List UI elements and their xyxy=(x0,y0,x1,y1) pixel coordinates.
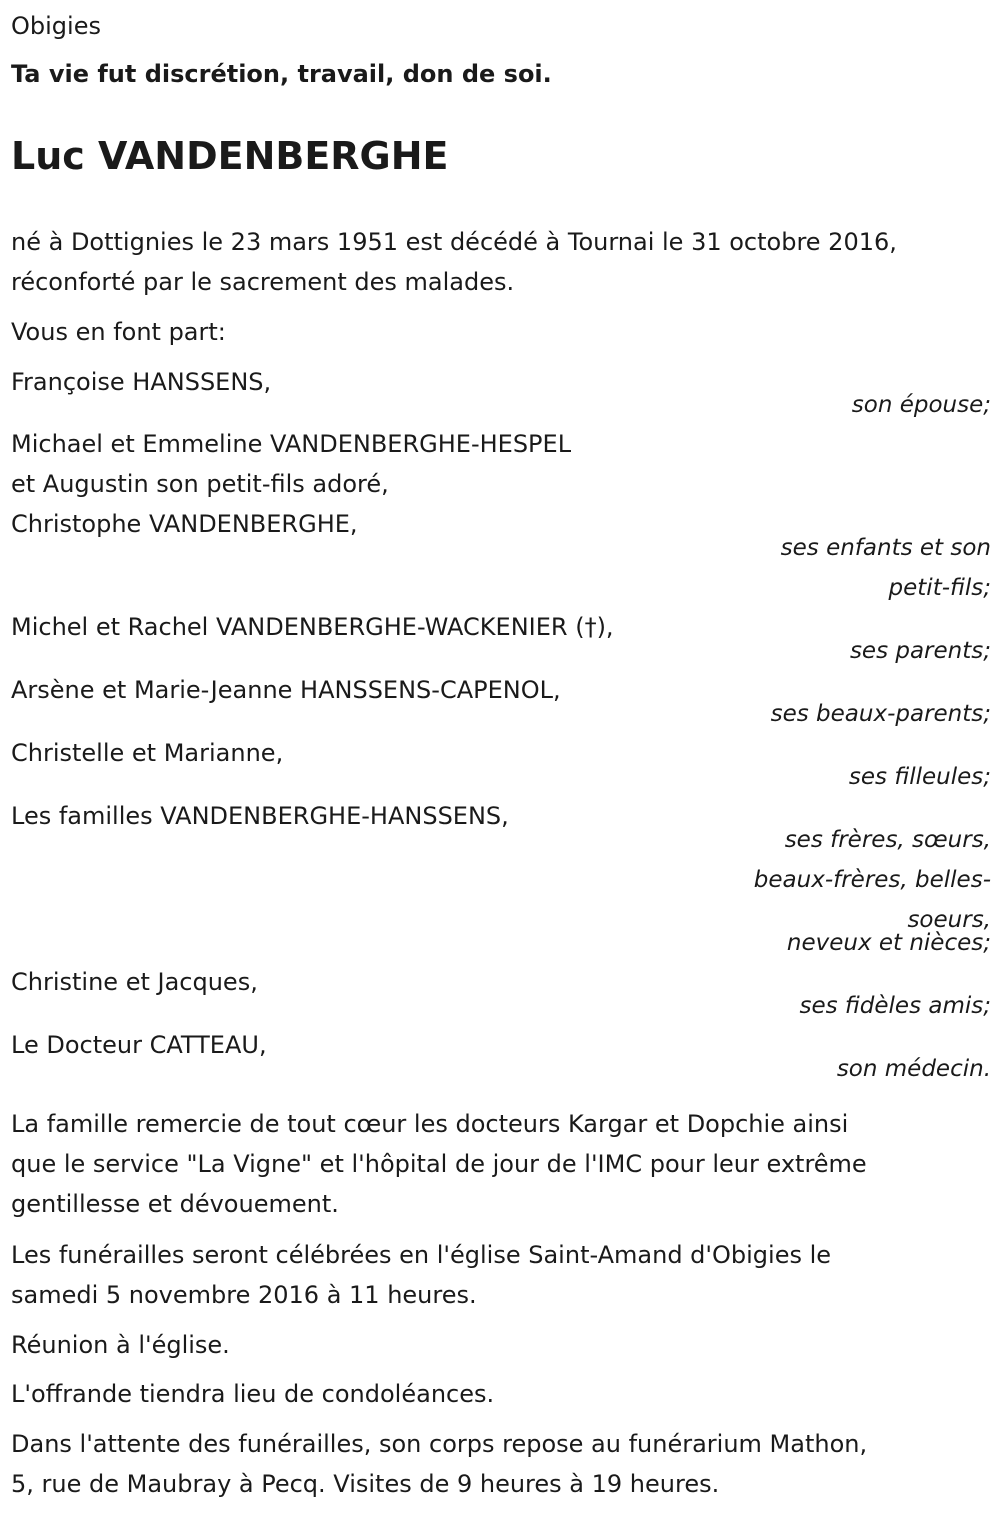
mourner-names: Christelle et Marianne, xyxy=(11,739,284,767)
mourner-entry xyxy=(11,424,991,544)
funeral-paragraph: Les funérailles seront célébrées en l'église Saint-Amand d'Obigies le samedi 5 novembre 2016 à 11 heures. xyxy=(11,1241,832,1309)
mourner-role: son épouse; xyxy=(851,392,991,418)
mourner-role: ses parents; xyxy=(849,638,991,664)
mourner-role: ses fidèles amis; xyxy=(799,993,991,1019)
intro-paragraph xyxy=(11,222,991,302)
mourner-role: ses enfants et son petit-fils; xyxy=(780,535,991,601)
mourner-names: Christophe VANDENBERGHE, xyxy=(11,510,358,538)
mourner-names: Michael et Emmeline VANDENBERGHE-HESPEL xyxy=(11,430,572,458)
mourner-names: Les familles VANDENBERGHE-HANSSENS, xyxy=(11,802,509,830)
mourner-names: Arsène et Marie-Jeanne HANSSENS-CAPENOL, xyxy=(11,676,561,704)
thanks-paragraph: La famille remercie de tout cœur les docteurs Kargar et Dopchie ainsi que le service "La Vigne" et l'hôpital de jour de l'IMC pour leur extrême gentillesse et dévouement. xyxy=(11,1110,867,1218)
meeting-text: Réunion à l'église. xyxy=(11,1331,230,1359)
mourner-names: et Augustin son petit-fils adoré, xyxy=(11,470,389,498)
intro-line: né à Dottignies le 23 mars 1951 est décédé à Tournai le 31 octobre 2016, xyxy=(11,228,897,256)
viewing-paragraph: Dans l'attente des funérailles, son corps repose au funérarium Mathon, 5, rue de Maubray à Pecq. Visites de 9 heures à 19 heures. xyxy=(11,1430,868,1498)
mourner-role: ses filleules; xyxy=(848,764,991,790)
mourner-names: Françoise HANSSENS, xyxy=(11,368,272,396)
mourner-role: ses frères, sœurs, beaux-frères, belles- soeurs, xyxy=(753,827,991,933)
mourner-names: Michel et Rachel VANDENBERGHE-WACKENIER (†), xyxy=(11,613,614,641)
announce-text: Vous en font part: xyxy=(11,318,226,346)
intro-line: réconforté par le sacrement des malades. xyxy=(11,268,515,296)
mourner-names: Christine et Jacques, xyxy=(11,968,258,996)
deceased-name: Luc VANDENBERGHE xyxy=(11,134,449,178)
motto: Ta vie fut discrétion, travail, don de soi. xyxy=(11,60,552,88)
location: Obigies xyxy=(11,12,101,40)
mourner-role: son médecin. xyxy=(836,1056,991,1082)
mourner-role: ses beaux-parents; xyxy=(770,701,991,727)
offering-text: L'offrande tiendra lieu de condoléances. xyxy=(11,1380,495,1408)
mourner-names: Le Docteur CATTEAU, xyxy=(11,1031,267,1059)
mourner-role: neveux et nièces; xyxy=(786,930,991,956)
